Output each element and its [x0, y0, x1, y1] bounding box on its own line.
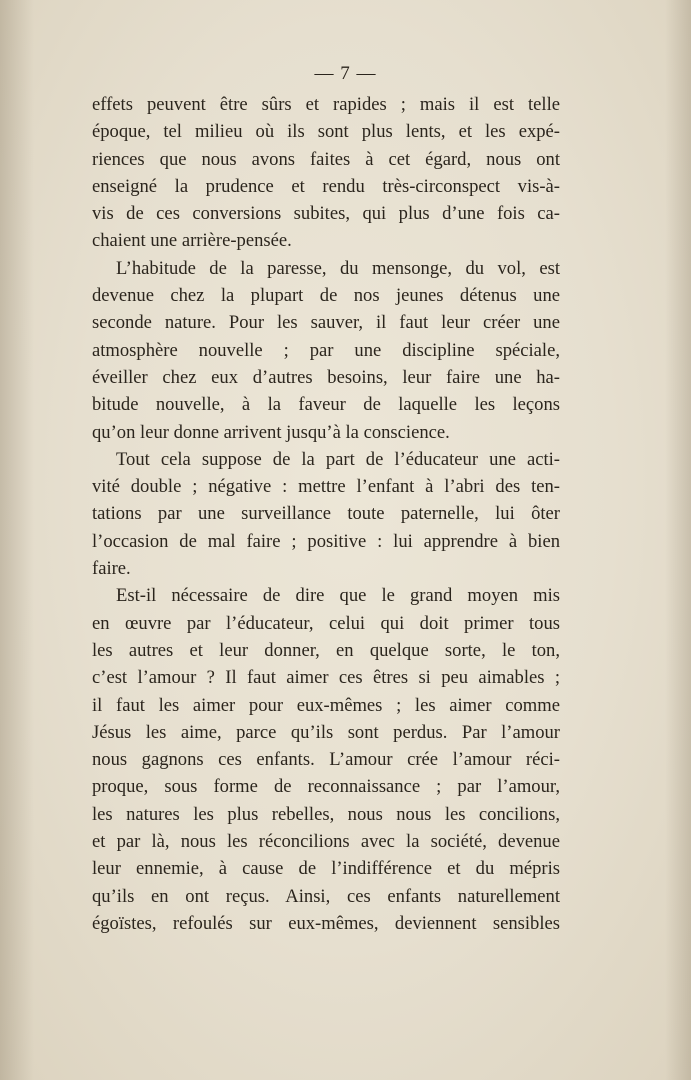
text-line: les natures les plus rebelles, nous nous les concilions,	[92, 803, 560, 825]
text-line: l’occasion de mal faire ; positive : lui apprendre à bien	[92, 530, 560, 552]
text-line: L’habitude de la paresse, du mensonge, du vol, est	[116, 257, 560, 279]
paragraph	[92, 582, 560, 937]
paragraph	[92, 91, 560, 255]
text-line: vis de ces conversions subites, qui plus d’une fois ca-	[92, 203, 560, 225]
text-line: bitude nouvelle, à la faveur de laquelle les leçons	[92, 394, 560, 416]
text-line: Tout cela suppose de la part de l’éducateur une acti-	[116, 448, 560, 470]
text-line: Est-il nécessaire de dire que le grand moyen mis	[116, 585, 560, 607]
text-line: éveiller chez eux d’autres besoins, leur faire une ha-	[92, 366, 560, 388]
text-line: effets peuvent être sûrs et rapides ; mais il est telle	[92, 94, 560, 115]
text-line: proque, sous forme de reconnaissance ; par l’amour,	[92, 776, 560, 798]
text-line: qu’on leur donne arrivent jusqu’à la conscience.	[92, 421, 450, 443]
text-line: enseigné la prudence et rendu très-circonspect vis-à-	[92, 175, 560, 197]
text-line: égoïstes, refoulés sur eux-mêmes, deviennent sensibles	[92, 912, 560, 934]
text-line: leur ennemie, à cause de l’indifférence et du mépris	[92, 858, 560, 880]
text-line: vité double ; négative : mettre l’enfant à l’abri des ten-	[92, 476, 560, 498]
text-line: chaient une arrière-pensée.	[92, 230, 292, 252]
body-text	[92, 91, 560, 937]
text-line: en œuvre par l’éducateur, celui qui doit primer tous	[92, 612, 560, 634]
text-line: et par là, nous les réconcilions avec la société, devenue	[92, 831, 560, 853]
paragraph	[92, 446, 560, 582]
text-line: les autres et leur donner, en quelque sorte, le ton,	[92, 639, 560, 661]
text-line: qu’ils en ont reçus. Ainsi, ces enfants naturellement	[92, 885, 560, 907]
text-line: riences que nous avons faites à cet égard, nous ont	[92, 148, 560, 170]
text-line: époque, tel milieu où ils sont plus lents, et les expé-	[92, 121, 560, 143]
paragraph	[92, 255, 560, 446]
text-line: atmosphère nouvelle ; par une discipline spéciale,	[92, 339, 560, 361]
text-line: c’est l’amour ? Il faut aimer ces êtres si peu aimables ;	[92, 667, 560, 689]
text-line: nous gagnons ces enfants. L’amour crée l’amour réci-	[92, 749, 560, 771]
text-line: seconde nature. Pour les sauver, il faut leur créer une	[92, 312, 560, 334]
text-line: tations par une surveillance toute paternelle, lui ôter	[92, 503, 560, 525]
text-line: Jésus les aime, parce qu’ils sont perdus. Par l’amour	[92, 721, 560, 743]
text-line: devenue chez la plupart de nos jeunes détenus une	[92, 285, 560, 307]
page-number: — 7 —	[314, 63, 377, 84]
text-line: faire.	[92, 558, 131, 580]
text-line: il faut les aimer pour eux-mêmes ; les aimer comme	[92, 694, 560, 716]
